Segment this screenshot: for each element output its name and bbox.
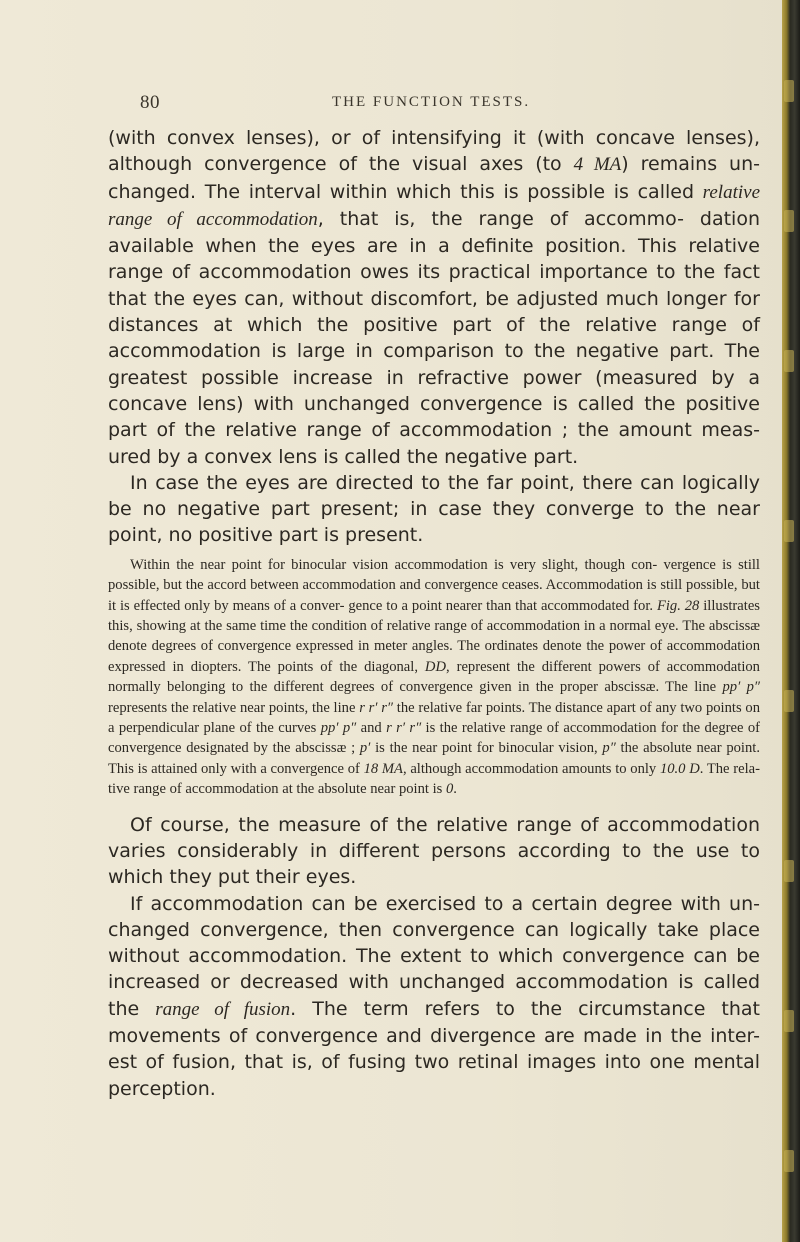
page-header [140,92,760,116]
text-run: is the near point for binocular vision, [370,740,603,757]
page-edge-binding [782,0,800,1242]
text-run: the absolute near point. This is attained only with a convergence of [108,740,760,777]
italic-run: p′ [359,740,371,757]
text-run: the relative far points. The distance apart of any two points on a perpendicular plane of the curves [108,699,760,736]
text-run: illustrates this, showing at the same time the condition of relative range of accommodation in a normal eye. The abscissæ denote degrees of convergence expressed in meter angles. The ordinates denote the power of accommodation expressed in diopters. The points of the diagonal, [108,597,760,675]
text-run: . [453,781,457,798]
text-run: and [356,720,387,736]
italic-run: r r′ r″ [359,699,394,716]
italic-run: DD [424,658,447,675]
text-run: represents the relative near points, the line [108,699,360,716]
italic-run: 10.0 D [659,760,700,777]
italic-run: pp′ p″ [320,720,357,736]
edge-fleck [784,80,794,102]
figure-reference: Fig. 28 [656,597,700,614]
text-run: , although accommodation amounts to only [402,760,660,777]
italic-run: p″ [602,740,616,757]
text-run: , that is, the range of accommo- dation available when the eyes are in a definite position. This relative range of accommodation owes its practical importance to the fact that the eyes can, without discomfort, be adjusted much longer for distances at which the positive part of the relative range of accommodation is large in comparison to the negative part. The greatest possible increase in refractive power (measured by a concave lens) with unchanged convergence is called the positive part of the relative range of accommodation ; the amount meas- ured by a convex lens is called the negative part. [108,207,760,468]
text-run: . The rela- tive range of accommodation at the absolute near point is [108,760,760,798]
edge-fleck [784,210,794,232]
edge-fleck [784,1150,794,1172]
paragraph-small-print [108,555,760,800]
text-run: Within the near point for binocular vision accommodation is very slight, though con- vergence is still possible, but the accord between accommodation and convergence ceases. Accommodation is still possible, but it is effected only by means of a conver- gence to a point nearer than that accommodated for. [108,556,760,614]
italic-run: pp′ p″ [722,679,761,696]
italic-run: 4 MA [573,154,622,176]
text-run: ) remains un- changed. The interval within which this is possible is called [108,153,761,203]
edge-fleck [784,1010,794,1032]
italic-run: 0 [445,781,454,798]
edge-fleck [784,520,794,542]
body-text [108,125,760,1102]
paragraph-4: Of course, the measure of the relative range of accommodation varies considerably in different persons according to the use to which they put their eyes. [108,813,760,889]
italic-term: relative range of accommodation [108,181,760,230]
text-run: (with convex lenses), or of intensifying it (with concave lenses), although convergence of the visual axes (to [108,127,760,176]
text-run: , represent the different powers of accommodation normally belonging to the different degrees of convergence given in the proper abscissæ. The line [108,658,760,696]
paragraph-2: In case the eyes are directed to the far point, there can logically be no negative part present; in case they converge to the near point, no positive part is present. [108,471,760,547]
edge-fleck [784,860,794,882]
paragraph-1 [108,125,760,470]
page-number: 80 [140,92,160,113]
text-run: . The term refers to the circumstance that movements of convergence and divergence are made in the inter- est of fusion, that is, of fusing two retinal images into one mental perception. [108,997,760,1100]
italic-run: r r′ r″ [386,720,422,736]
text-run: is the relative range of accommodation for the degree of convergence designated by the abscissæ ; [108,720,760,757]
italic-run: 18 MA [363,760,403,777]
edge-fleck [784,690,794,712]
text-run: If accommodation can be exercised to a certain degree with un- changed convergence, then convergence can logically take place without accommodation. The extent to which convergence can be increased or decreased with unchanged accommodation is called the [108,892,760,1020]
italic-term: range of fusion [155,998,291,1020]
running-head: THE FUNCTION TESTS. [332,94,531,110]
paragraph-5 [108,891,760,1102]
edge-fleck [784,350,794,372]
